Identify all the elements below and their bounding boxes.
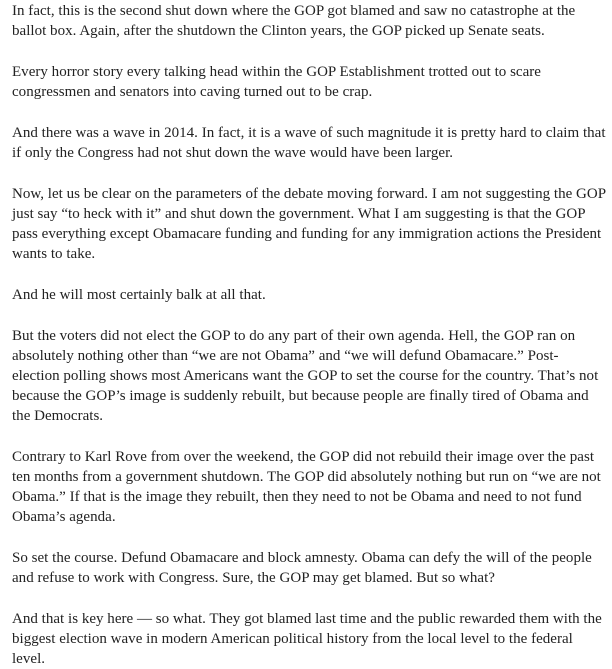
paragraph-7: Contrary to Karl Rove from over the weekend, the GOP did not rebuild their image over the past ten months from a government shutdown. The GOP did absolutely nothing but run on “we are not Obama.” If that is the image they rebuilt, then they need to not be Obama and need to not fund Obama’s agenda. xyxy=(12,449,601,525)
paragraph-2: Every horror story every talking head within the GOP Establishment trotted out to scare congressmen and senators into caving turned out to be crap. xyxy=(12,64,541,100)
paragraph-4: Now, let us be clear on the parameters of the debate moving forward. I am not suggesting the GOP just say “to heck with it” and shut down the government. What I am suggesting is that the GOP pass everything except Obamacare funding and funding for any immigration actions the President wants to take. xyxy=(12,186,606,262)
paragraph-8: So set the course. Defund Obamacare and block amnesty. Obama can defy the will of the people and refuse to work with Congress. Sure, the GOP may get blamed. But so what? xyxy=(12,550,592,586)
paragraph-9: And that is key here — so what. They got blamed last time and the public rewarded them with the biggest election wave in modern American political history from the local level to the federal level. xyxy=(12,611,602,667)
paragraph-1: In fact, this is the second shut down where the GOP got blamed and saw no catastrophe at the ballot box. Again, after the shutdown the Clinton years, the GOP picked up Senate seats. xyxy=(12,3,576,39)
paragraph-3: And there was a wave in 2014. In fact, it is a wave of such magnitude it is pretty hard to claim that if only the Congress had not shut down the wave would have been larger. xyxy=(12,125,606,161)
paragraph-5: And he will most certainly balk at all that. xyxy=(12,287,266,303)
paragraph-6: But the voters did not elect the GOP to do any part of their own agenda. Hell, the GOP ran on absolutely nothing other than “we are not Obama” and “we will defund Obamacare.” Post-election polling shows most Americans want the GOP to set the course for the country. That’s not because the GOP’s image is suddenly rebuilt, but because people are finally tired of Obama and the Democrats. xyxy=(12,328,599,424)
